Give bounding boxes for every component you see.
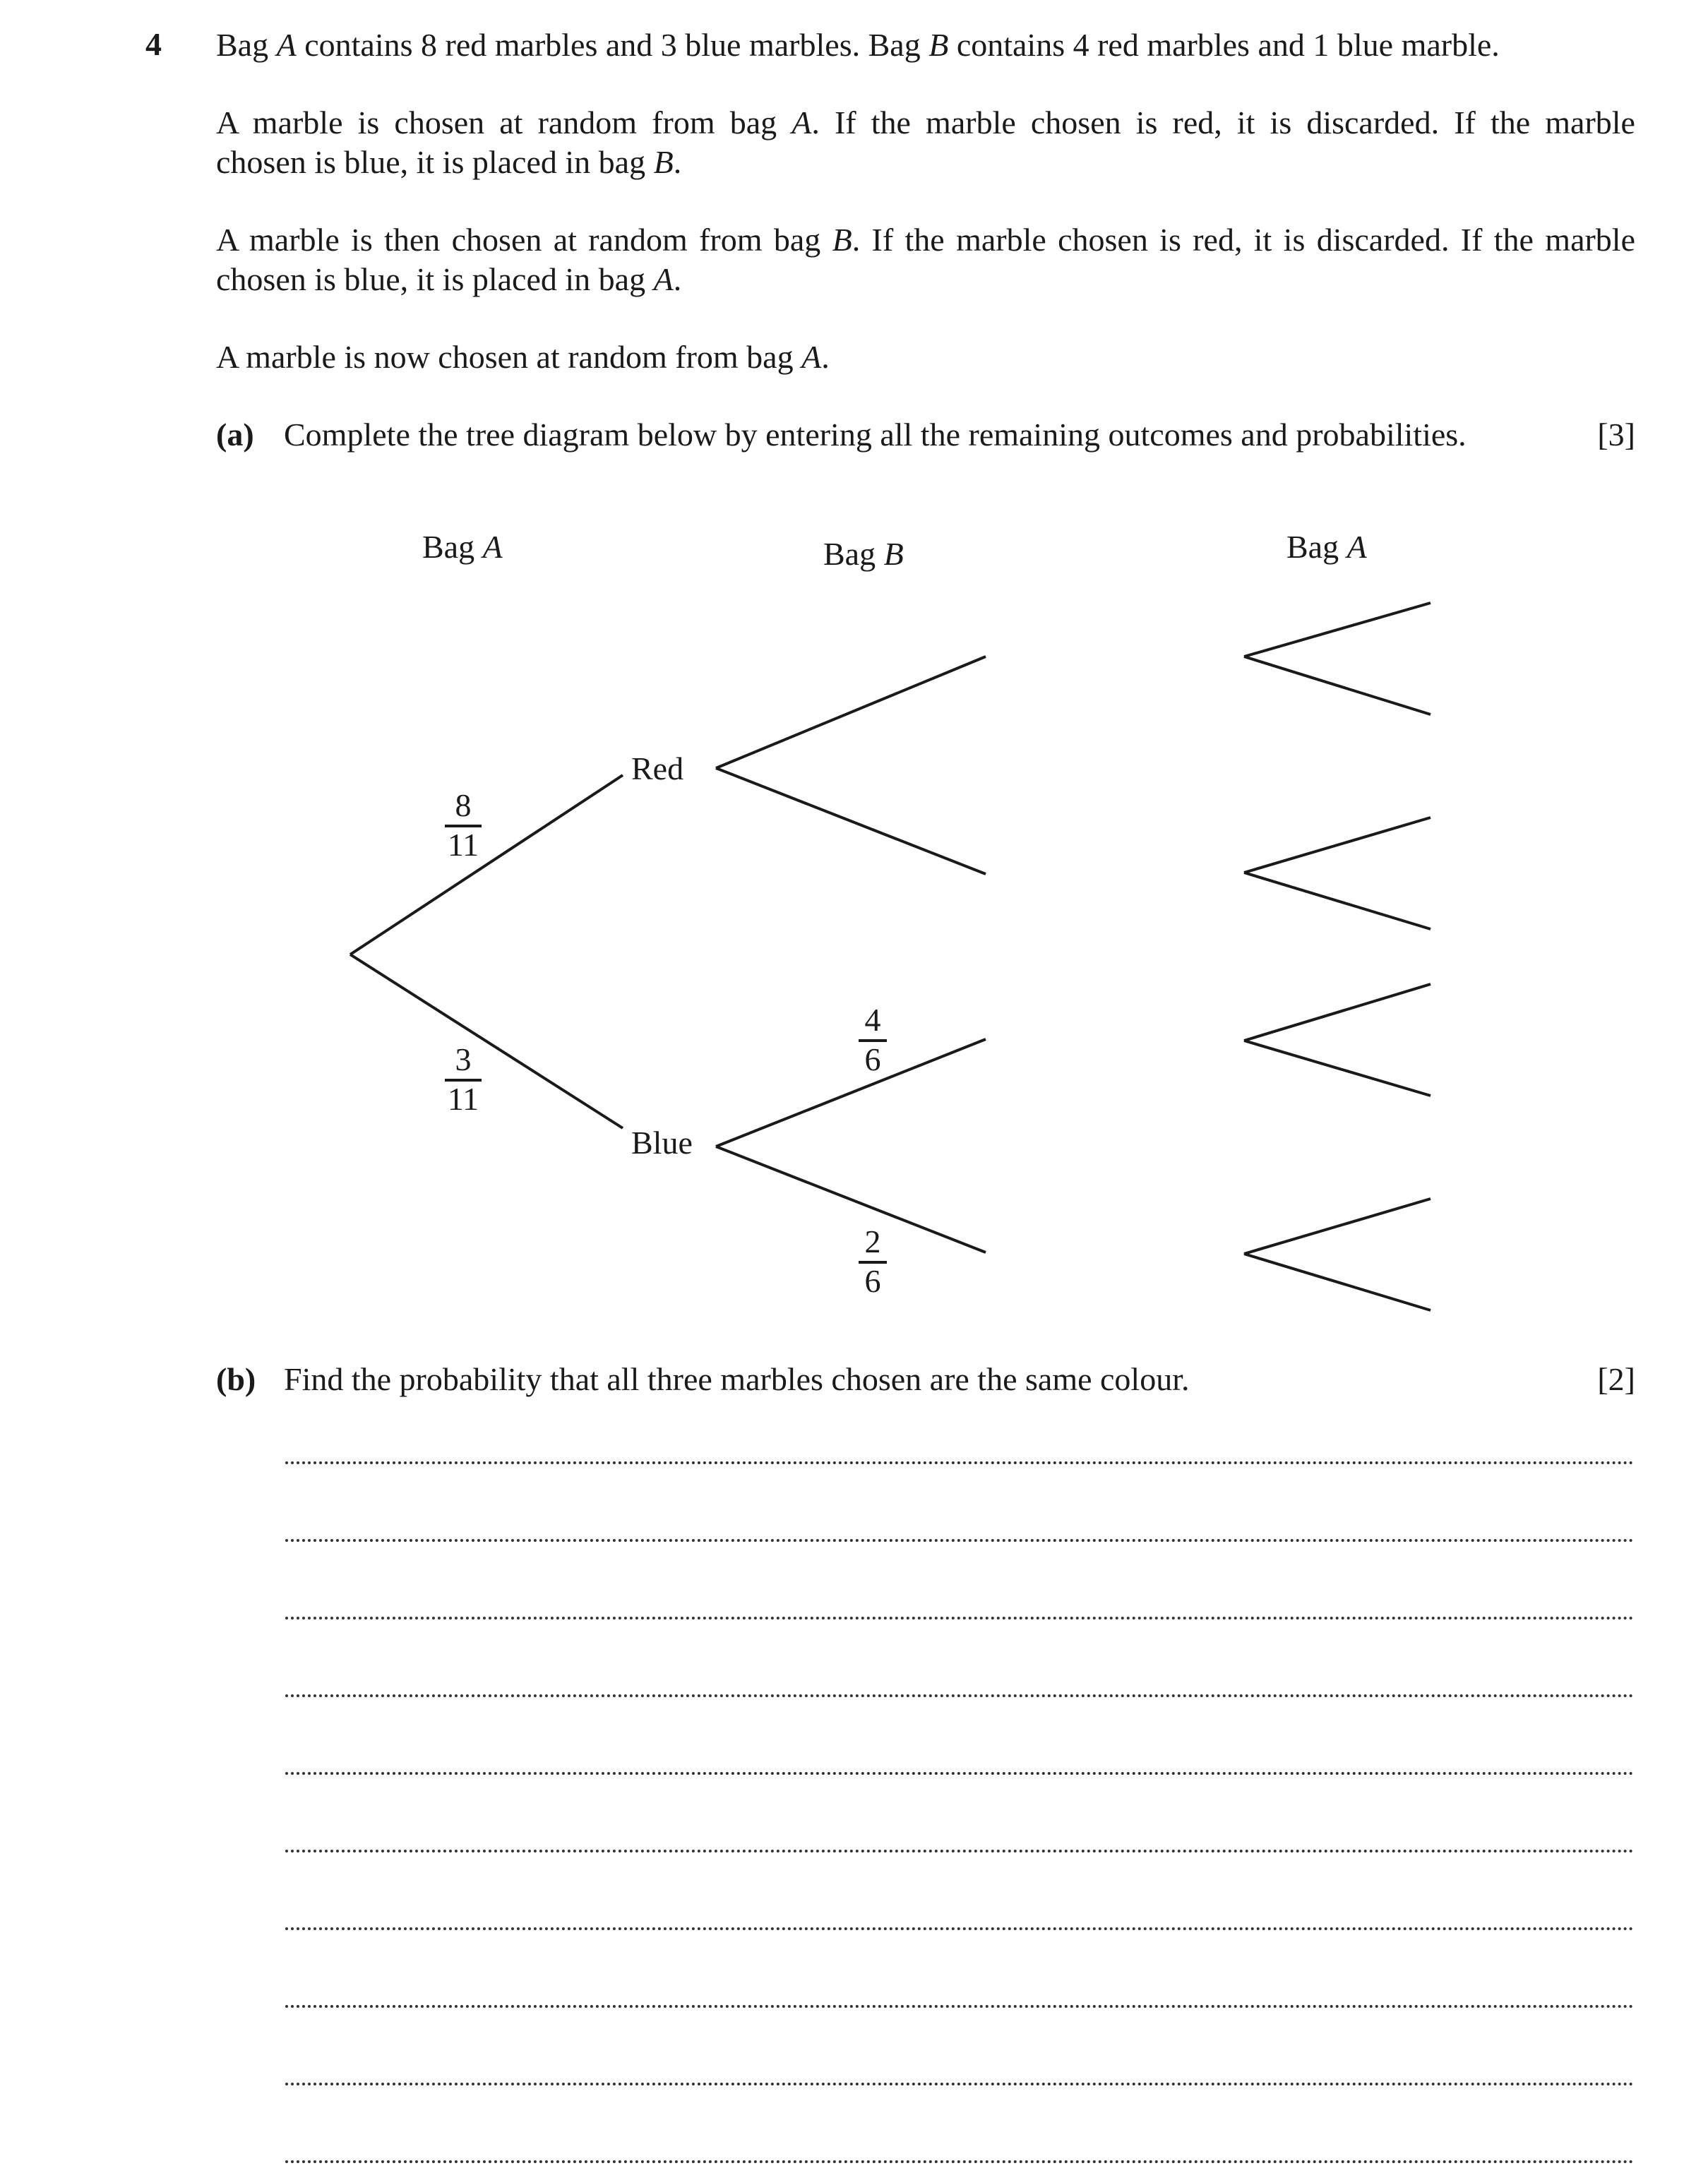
part-b-marks: [2] bbox=[1597, 1361, 1635, 1397]
branch-stage3-g1-lower[interactable] bbox=[1244, 657, 1431, 714]
answer-line[interactable] bbox=[285, 1772, 1634, 1775]
answer-line[interactable] bbox=[285, 2160, 1634, 2163]
branch-blue-blue bbox=[716, 1147, 986, 1252]
answer-line[interactable] bbox=[285, 1927, 1634, 1930]
branch-red-upper[interactable] bbox=[716, 657, 986, 768]
branch-red-lower[interactable] bbox=[716, 768, 986, 874]
prob-blue-blue-denominator: 6 bbox=[864, 1263, 881, 1299]
answer-line[interactable] bbox=[285, 1694, 1634, 1697]
para3-line1: A marble is then chosen at random from bag B. If the marble chosen is red, it is discarded. If the marble bbox=[216, 222, 1636, 258]
part-a-marks: [3] bbox=[1597, 417, 1635, 453]
prob-blue-blue-numerator: 2 bbox=[864, 1223, 881, 1259]
para3-line2: chosen is blue, it is placed in bag A. bbox=[216, 261, 682, 297]
para2-line2: chosen is blue, it is placed in bag B. bbox=[216, 144, 682, 180]
branch-stage3-g4-lower[interactable] bbox=[1244, 1254, 1431, 1310]
part-b-label: (b) bbox=[216, 1361, 256, 1397]
branch-stage3-g2-lower[interactable] bbox=[1244, 873, 1431, 929]
outcome-blue: Blue bbox=[631, 1125, 693, 1161]
answer-line[interactable] bbox=[285, 1850, 1634, 1852]
para4-line: A marble is now chosen at random from bag A. bbox=[216, 339, 830, 375]
answer-line[interactable] bbox=[285, 2083, 1634, 2085]
answer-line[interactable] bbox=[285, 1617, 1634, 1620]
branch-stage3-g1-upper[interactable] bbox=[1244, 603, 1431, 657]
part-a-label: (a) bbox=[216, 417, 254, 453]
answer-line[interactable] bbox=[285, 2005, 1634, 2008]
prob-red-numerator: 8 bbox=[455, 787, 472, 823]
answer-line[interactable] bbox=[285, 1539, 1634, 1542]
branch-blue-red bbox=[716, 1039, 986, 1147]
branch-stage3-g3-lower[interactable] bbox=[1244, 1041, 1431, 1096]
branch-stage3-g4-upper[interactable] bbox=[1244, 1199, 1431, 1254]
branch-stage3-g2-upper[interactable] bbox=[1244, 818, 1431, 873]
branch-blue bbox=[350, 954, 623, 1128]
prob-blue-red-denominator: 6 bbox=[864, 1041, 881, 1077]
prob-red-denominator: 11 bbox=[447, 827, 479, 863]
header-stage2: Bag B bbox=[823, 536, 904, 572]
branch-stage3-g3-upper[interactable] bbox=[1244, 984, 1431, 1041]
answer-line[interactable] bbox=[285, 1461, 1634, 1464]
prob-blue-red-numerator: 4 bbox=[864, 1002, 881, 1038]
header-stage1: Bag A bbox=[422, 529, 503, 565]
outcome-red: Red bbox=[631, 750, 684, 786]
prob-blue-numerator: 3 bbox=[455, 1041, 472, 1077]
prob-blue-denominator: 11 bbox=[447, 1081, 479, 1117]
para2-line1: A marble is chosen at random from bag A. If the marble chosen is red, it is discarded. If the marble bbox=[216, 104, 1635, 140]
header-stage3: Bag A bbox=[1286, 529, 1367, 565]
part-a-instruction: Complete the tree diagram below by entering all the remaining outcomes and probabilities. bbox=[284, 417, 1467, 453]
branch-red bbox=[350, 775, 623, 954]
part-b-instruction: Find the probability that all three marbles chosen are the same colour. bbox=[284, 1361, 1190, 1397]
question-number: 4 bbox=[145, 26, 162, 62]
intro-line: Bag A contains 8 red marbles and 3 blue marbles. Bag B contains 4 red marbles and 1 blue marble. bbox=[216, 27, 1500, 63]
